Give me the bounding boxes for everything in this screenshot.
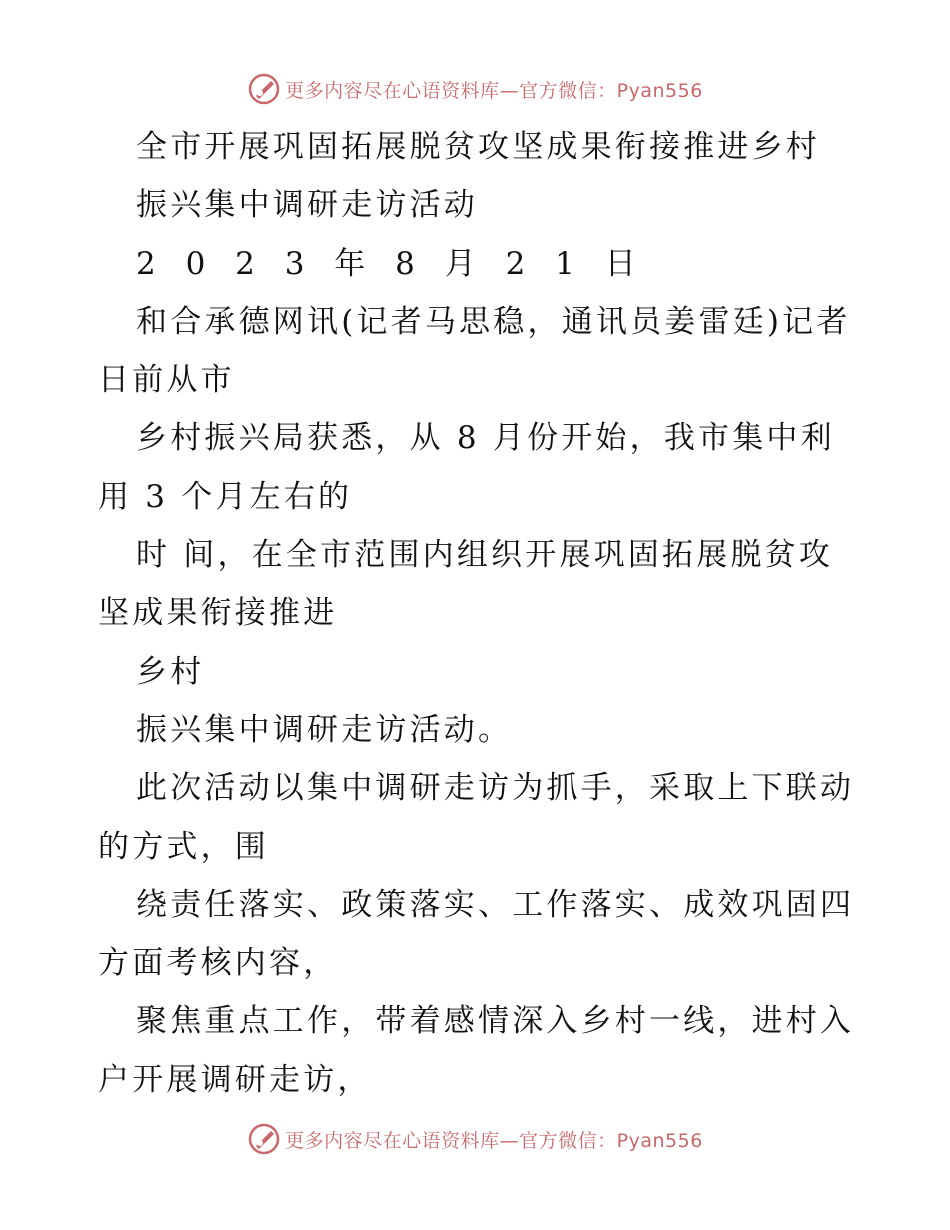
paragraph-7: 绕责任落实、政策落实、工作落实、成效巩固四方面考核内容， — [98, 886, 855, 982]
title-line-2: 振兴集中调研走访活动 — [136, 187, 478, 224]
paragraph-4: 乡村 — [136, 653, 205, 690]
paragraph-2: 乡村振兴局获悉，从 8 月份开始，我市集中利用 3 个月左右的 — [98, 420, 835, 515]
paragraph-5: 振兴集中调研走访活动。 — [136, 711, 513, 748]
library-logo-icon — [247, 72, 281, 106]
paragraph-1: 和合承德网讯(记者马思稳，通讯员姜雷廷)记者日前从市 — [98, 303, 851, 399]
watermark-footer — [0, 1122, 950, 1156]
paragraph-3: 时 间，在全市范围内组织开展巩固拓展脱贫攻坚成果衔接推进 — [98, 537, 834, 632]
title-line-1: 全市开展巩固拓展脱贫攻坚成果衔接推进乡村 — [136, 129, 820, 165]
watermark-text: 更多内容尽在心语资料库—官方微信：Pyan556 — [285, 79, 703, 102]
watermark-text: 更多内容尽在心语资料库—官方微信：Pyan556 — [285, 1129, 703, 1152]
watermark-header — [0, 72, 950, 106]
document-body — [98, 118, 858, 1109]
publish-date: 2 0 2 3 年 8 月 2 1 日 — [136, 245, 646, 282]
paragraph-8: 聚焦重点工作，带着感情深入乡村一线，进村入户开展调研走访， — [98, 1003, 855, 1098]
paragraph-6: 此次活动以集中调研走访为抓手，采取上下联动的方式，围 — [98, 770, 855, 865]
library-logo-icon — [247, 1122, 281, 1156]
